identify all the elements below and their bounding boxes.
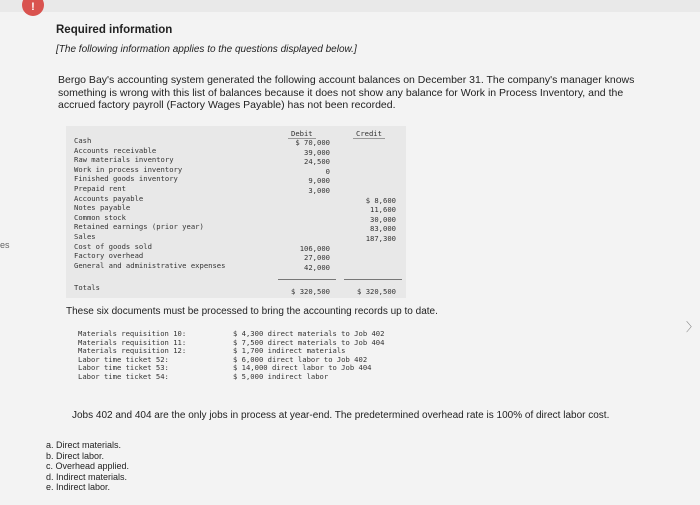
debit-value: $ 70,000: [295, 138, 330, 147]
document-detail: $ 4,300 direct materials to Job 402: [233, 329, 385, 338]
account-balances-table: [66, 126, 406, 298]
credit-value: 11,600: [370, 205, 396, 215]
credit-value: 30,000: [370, 214, 396, 224]
debit-value: 9,000: [308, 176, 330, 186]
debit-value: 42,000: [304, 262, 330, 272]
credit-value: $ 8,600: [365, 195, 396, 205]
section-heading: Required information: [56, 24, 173, 36]
jobs-note: Jobs 402 and 404 are the only jobs in process at year-end. The predetermined overhead rate is 100% of direct labor cost.: [72, 410, 610, 421]
account-name: Accounts receivable: [74, 145, 157, 155]
part-item: c. Overhead applied.: [46, 461, 130, 471]
debit-header: Debit: [288, 129, 316, 139]
account-name: Accounts payable: [74, 193, 144, 203]
alert-icon[interactable]: !: [22, 0, 44, 16]
part-item: e. Indirect labor.: [46, 482, 111, 492]
debit-total-rule: [278, 279, 336, 280]
side-tab-label[interactable]: es: [0, 240, 10, 250]
account-name: Notes payable: [74, 203, 131, 213]
document-detail: $ 5,000 indirect labor: [233, 372, 329, 381]
debit-value: 27,000: [304, 253, 330, 263]
total-debit: $ 320,500: [291, 287, 330, 296]
credit-value: 83,000: [370, 224, 396, 234]
account-name: Cost of goods sold: [74, 241, 152, 251]
document-detail: $ 7,500 direct materials to Job 404: [233, 337, 385, 347]
document-label: Materials requisition 10:: [78, 329, 187, 338]
account-name: Finished goods inventory: [74, 174, 178, 184]
credit-total-rule: [344, 279, 402, 280]
debit-value: 0: [325, 166, 330, 176]
document-detail: $ 6,000 direct labor to Job 402: [233, 354, 368, 364]
debit-value: 3,000: [308, 186, 330, 195]
edge-arrow-icon[interactable]: 〉: [685, 320, 698, 334]
account-name: Sales: [74, 232, 96, 241]
credit-value: 187,300: [365, 234, 396, 243]
debit-value: 106,000: [299, 243, 330, 253]
intro-note: [The following information applies to the questions displayed below.]: [56, 44, 357, 55]
document-row: [78, 372, 428, 381]
account-name: Factory overhead: [74, 251, 144, 261]
document-label: Materials requisition 11:: [78, 337, 187, 347]
account-name: Work in process inventory: [74, 164, 183, 174]
account-name: Cash: [74, 136, 92, 145]
document-label: Labor time ticket 52:: [78, 354, 169, 364]
document-label: Materials requisition 12:: [78, 346, 187, 356]
totals-label: Totals: [74, 283, 100, 292]
problem-paragraph: Bergo Bay's accounting system generated the following account balances on December 31. The company's manager knows something is wrong with this list of balances because it does not show any balance for Work in Process Inventory, and the accrued factory payroll (Factory Wages Payable) has not been recorded.: [58, 74, 635, 111]
account-name: Prepaid rent: [74, 184, 126, 193]
document-label: Labor time ticket 53:: [78, 363, 169, 373]
documents-list: [78, 329, 428, 391]
account-name: General and administrative expenses: [74, 260, 226, 270]
account-name: Raw materials inventory: [74, 155, 174, 165]
part-item: d. Indirect materials.: [46, 471, 128, 482]
question-parts: [46, 440, 129, 493]
credit-header: Credit: [353, 129, 385, 139]
document-label: Labor time ticket 54:: [78, 372, 169, 381]
top-bar: [0, 0, 700, 12]
part-item: a. Direct materials.: [46, 440, 122, 450]
total-credit: $ 320,500: [357, 287, 396, 296]
account-name: Retained earnings (prior year): [74, 222, 204, 232]
debit-value: 39,000: [304, 147, 330, 157]
document-detail: $ 14,000 direct labor to Job 404: [233, 363, 372, 373]
debit-value: 24,500: [304, 157, 330, 167]
documents-intro: These six documents must be processed to bring the accounting records up to date.: [66, 306, 438, 317]
document-detail: $ 1,700 indirect materials: [233, 346, 346, 356]
account-name: Common stock: [74, 212, 126, 222]
part-item: b. Direct labor.: [46, 450, 105, 461]
